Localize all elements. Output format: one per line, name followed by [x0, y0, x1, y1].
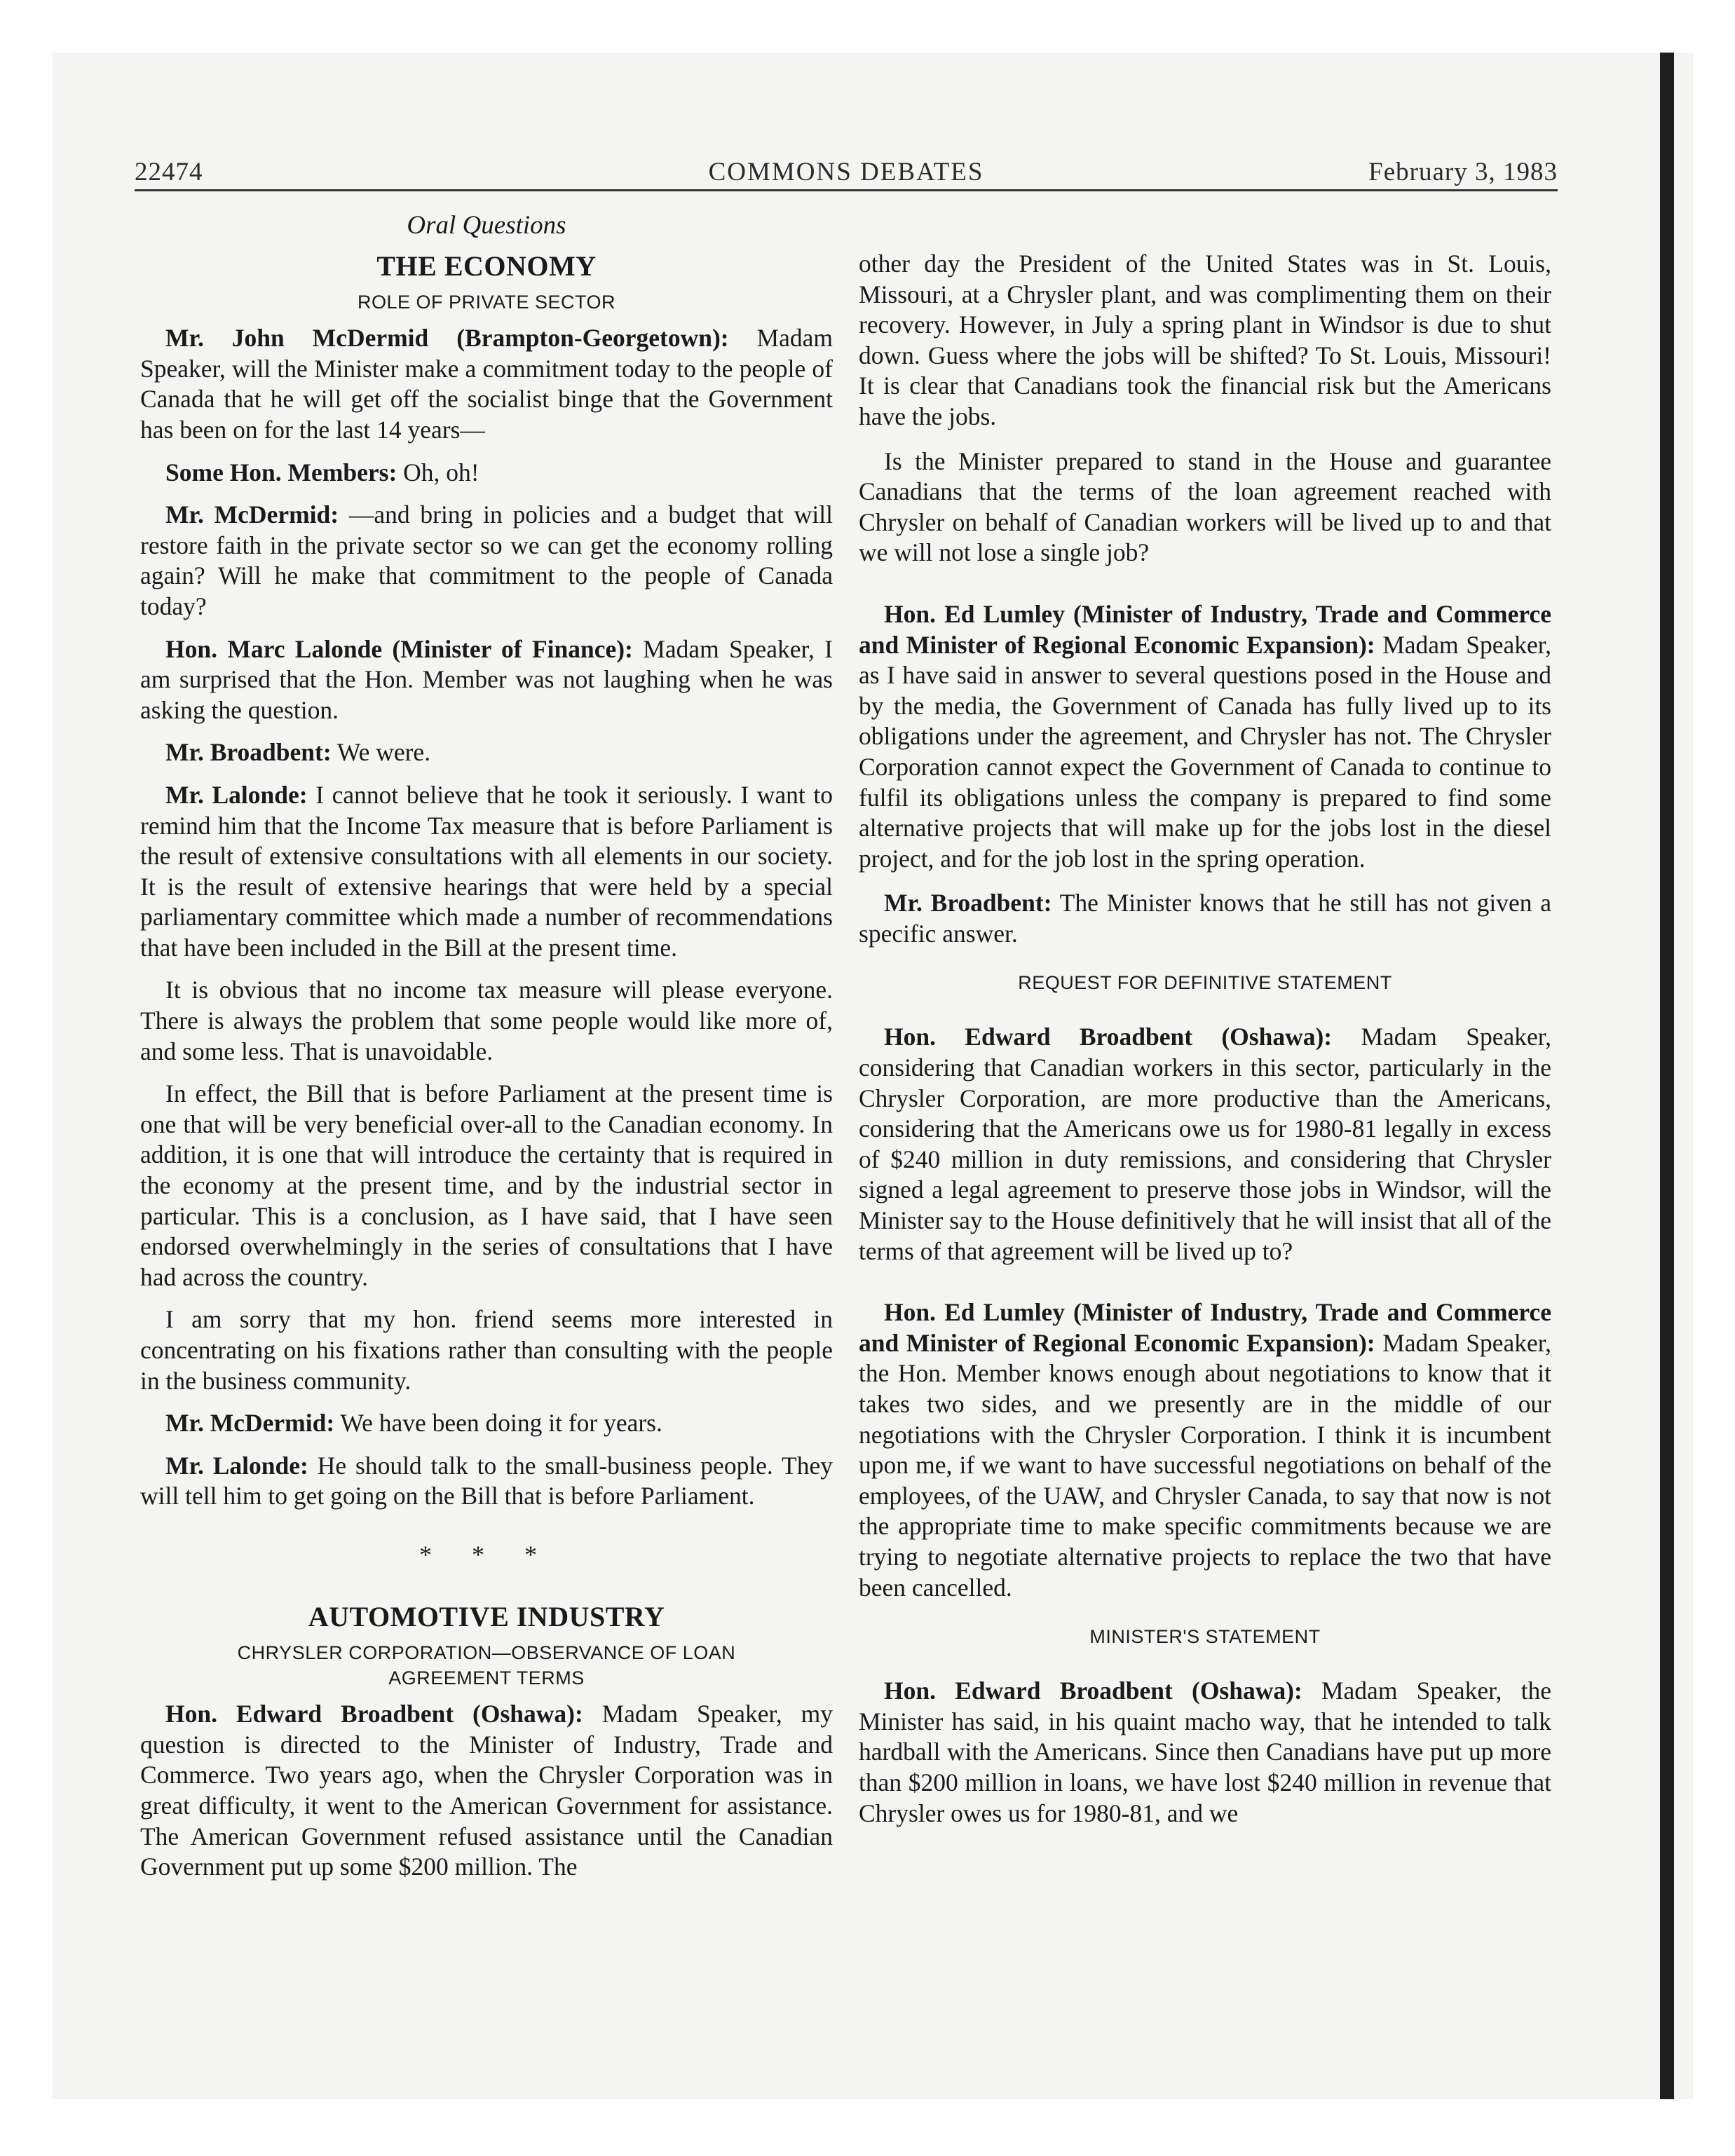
speaker-name: Hon. Edward Broadbent (Oshawa): [884, 1677, 1302, 1705]
speech-paragraph [859, 1297, 1551, 1603]
subsection-title-line: AGREEMENT TERMS [388, 1667, 585, 1689]
category-heading: Oral Questions [407, 211, 566, 240]
left-column [140, 210, 833, 1895]
speech-paragraph: It is obvious that no income tax measure will please everyone. There is always the problem that some people would like more of, and some less. That is unavoidable. [140, 976, 833, 1065]
speech-text: He should talk to the small-business people. They will tell him to get going on the Bill that is before Parliament. [140, 1451, 833, 1510]
section-separator: * * * [419, 1540, 554, 1569]
speech-text: —and bring in policies and a budget that will restore faith in the private sector so we can get the economy rolling again? Will he make that commitment to the people of Canada today? [140, 500, 833, 620]
speech-text: Madam Speaker, I am surprised that the Hon. Member was not laughing when he was asking the question. [140, 634, 833, 724]
speaker-name: Some Hon. Members: [165, 458, 397, 486]
speech-text: We have been doing it for years. [334, 1409, 662, 1438]
speech-paragraph [140, 737, 833, 768]
section-title-economy: THE ECONOMY [376, 250, 597, 282]
speech-paragraph [140, 1451, 833, 1512]
speech-paragraph: Is the Minister prepared to stand in the House and guarantee Canadians that the terms of the loan agreement reached with Chrysler on behalf of Canadian workers will be lived up to and that we will not lose a single job? [859, 446, 1551, 567]
speech-text: Madam Speaker, the Hon. Member knows enough about negotiations to know that it takes two sides, and we presently are in the middle of our negotiations with the Chrysler Corporation. I think it is incumbent upon me, if we want to have successful negotiations on behalf of the employees, of the UAW, and Chrysler Canada, to say that now is not the appropriate time to make specific commitments because we are trying to negotiate alternative projects to replace the two that have been cancelled. [859, 1328, 1551, 1602]
speech-text: Madam Speaker, my question is directed to the Minister of Industry, Trade and Commerce. Two years ago, when the Chrysler Corporation was in great difficulty, it went to the American Government for assistance. The American Government refused assistance until the Canadian Government put up some $200 million. The [140, 1700, 834, 1881]
right-column [859, 249, 1551, 1841]
publication-title: COMMONS DEBATES [708, 158, 984, 186]
speech-paragraph [859, 888, 1551, 949]
speech-paragraph: I am sorry that my hon. friend seems more interested in concentrating on his fixations rather than consulting with the people in the business community. [140, 1305, 833, 1395]
speech-text: We were. [331, 738, 431, 767]
speech-text: Madam Speaker, will the Minister make a commitment today to the people of Canada that he will get off the socialist binge that the Government has been on for the last 14 years— [140, 324, 833, 444]
speaker-name: Hon. Marc Lalonde (Minister of Finance): [165, 634, 633, 663]
speaker-name: Hon. Edward Broadbent (Oshawa): [165, 1700, 583, 1728]
speaker-name: Mr. Lalonde: [165, 780, 308, 809]
publication-date: February 3, 1983 [1368, 158, 1558, 186]
speech-text: Madam Speaker, considering that Canadian workers in this sector, particularly in the Chrysler Corporation, are more productive than the Americans, considering that the Americans owe us for 1980-81 legally in excess of $240 million in duty remissions, and considering that Chrysler signed a legal agreement to preserve those jobs in Windsor, will the Minister say to the House definitively that he will insist that all of the terms of that agreement will be lived up to? [859, 1023, 1551, 1265]
speaker-name: Hon. Edward Broadbent (Oshawa): [884, 1023, 1333, 1051]
page-number: 22474 [135, 158, 203, 186]
speech-text: The Minister knows that he still has not given a specific answer. [859, 889, 1551, 948]
speech-paragraph [859, 599, 1551, 874]
subsection-title-line: CHRYSLER CORPORATION—OBSERVANCE OF LOAN [237, 1642, 736, 1664]
speaker-name: Mr. Broadbent: [165, 738, 332, 767]
speech-text: Oh, oh! [397, 458, 479, 486]
speaker-name: Mr. McDermid: [165, 1409, 335, 1438]
speaker-name: Mr. Broadbent: [884, 889, 1052, 917]
speech-paragraph [140, 1408, 833, 1439]
speaker-name: Mr. Lalonde: [165, 1451, 308, 1480]
speaker-name: Hon. Ed Lumley (Minister of Industry, Trade and Commerce and Minister of Regional Economic Expansion): [859, 1298, 1551, 1357]
speech-text: Madam Speaker, the Minister has said, in his quaint macho way, that he intended to talk hardball with the Americans. Since then Canadians have put up more than $200 million in loans, we have lost $240 million in revenue that Chrysler owes us for 1980-81, and we [859, 1677, 1551, 1827]
subsection-title-definitive-statement: REQUEST FOR DEFINITIVE STATEMENT [1018, 972, 1392, 994]
subsection-title-private-sector: ROLE OF PRIVATE SECTOR [357, 292, 616, 313]
speech-paragraph [140, 458, 833, 489]
speech-paragraph [140, 634, 833, 726]
speech-text: I cannot believe that he took it seriously. I want to remind him that the Income Tax measure that is before Parliament is the result of extensive consultations with all elements in our society. It is the result of extensive hearings that were held by a special parliamentary committee which made a number of recommendations that have been included in the Bill at the present time. [140, 780, 833, 962]
subsection-title-ministers-statement: MINISTER'S STATEMENT [1089, 1626, 1321, 1648]
speech-paragraph [859, 1676, 1551, 1829]
section-title-automotive: AUTOMOTIVE INDUSTRY [308, 1600, 665, 1632]
speaker-name: Mr. McDermid: [165, 500, 339, 529]
running-header [135, 154, 1558, 191]
binding-edge [1660, 53, 1674, 2099]
speech-paragraph [859, 1022, 1551, 1267]
speaker-name: Mr. John McDermid (Brampton-Georgetown): [165, 324, 729, 353]
speech-text: Madam Speaker, as I have said in answer to several questions posed in the House and by the media, the Government of Canada has fully lived up to its obligations under the agreement, and Chrysler has not. The Chrysler Corporation cannot expect the Government of Canada to continue to fulfil its obligations unless the company is prepared to find some alternative projects that will make up for the jobs lost in the diesel project, and for the job lost in the spring operation. [859, 630, 1551, 873]
speech-paragraph [140, 500, 833, 622]
speech-paragraph: In effect, the Bill that is before Parliament at the present time is one that will be very beneficial over-all to the Canadian economy. In addition, it is one that will introduce the certainty that is required in the economy at the present time, and by the industrial sector in particular. This is a conclusion, as I have said, that I have seen endorsed overwhelmingly in the series of consultations that I have had across the country. [140, 1079, 833, 1291]
subsection-title-chrysler [140, 1640, 833, 1691]
speech-paragraph [140, 1699, 833, 1883]
speech-paragraph [140, 323, 833, 445]
speech-paragraph [140, 780, 833, 964]
speaker-name: Hon. Ed Lumley (Minister of Industry, Trade and Commerce and Minister of Regional Economic Expansion): [859, 599, 1551, 659]
speech-paragraph: other day the President of the United States was in St. Louis, Missouri, at a Chrysler plant, and was complimenting them on their recovery. However, in July a spring plant in Windsor is due to shut down. Guess where the jobs will be shifted? To St. Louis, Missouri! It is clear that Canadians took the financial risk but the Americans have the jobs. [859, 250, 1551, 430]
